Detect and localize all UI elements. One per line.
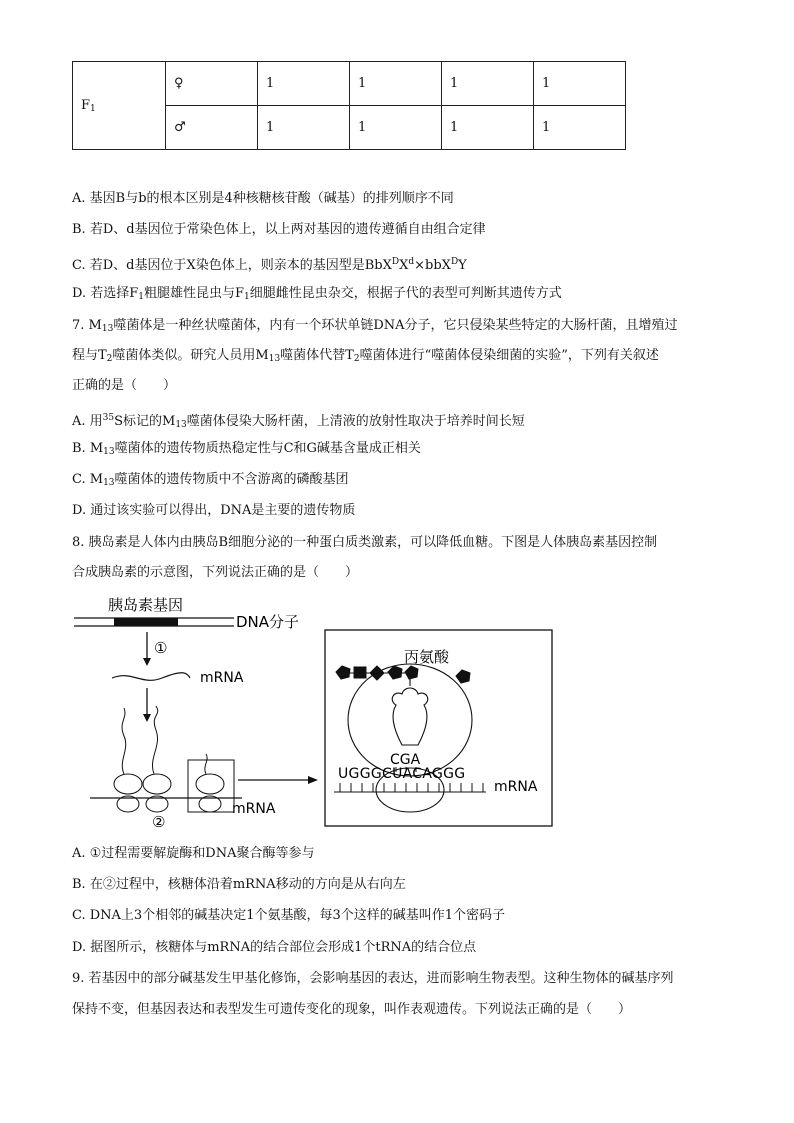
q8-option-d: D. 据图所示，核糖体与mRNA的结合部位会形成1个tRNA的结合位点: [72, 940, 477, 955]
q8-option-a: A. ①过程需要解旋酶和DNA聚合酶等参与: [72, 846, 315, 861]
table-cell: 1: [534, 62, 626, 106]
mrna-backbone: [334, 783, 486, 792]
zoom-arrow: [238, 776, 318, 784]
q6-option-d: D. 若选择$F_1$粗腿雄性昆虫与$F_1$细腿雌性昆虫杂交，根据子代的表型可判断其遗传方式: [72, 286, 562, 302]
q6-option-a: A. 基因B与b的根本区别是4种核糖核苷酸（碱基）的排列顺序不同: [72, 191, 454, 206]
q6-option-b: B. 若D、d基因位于常染色体上，以上两对基因的遗传遵循自由组合定律: [72, 222, 486, 237]
peptide-chain: [336, 666, 470, 683]
mrna-label: mRNA: [200, 670, 244, 686]
q7-option-d: D. 通过该实验可以得出，DNA是主要的遗传物质: [72, 503, 356, 518]
ribosome: [348, 664, 472, 812]
gene-label: 胰岛素基因: [108, 596, 184, 614]
q8-stem-line2: 合成胰岛素的示意图，下列说法正确的是（ ）: [72, 565, 359, 580]
mrna-label-3: mRNA: [494, 779, 538, 795]
step-2-marker: ②: [152, 813, 166, 831]
mrna-strand: [112, 673, 190, 681]
f1-row-label: $F_1$: [73, 62, 166, 150]
table-cell: 1: [258, 62, 350, 106]
table-cell: 1: [534, 106, 626, 150]
translation-arrow: [143, 688, 151, 722]
insulin-gene-diagram: [72, 590, 562, 835]
anticodon-label: CGA: [390, 752, 421, 768]
dna-label: DNA分子: [236, 613, 300, 631]
q7-stem-line3: 正确的是（ ）: [72, 378, 177, 393]
polysome: [90, 706, 242, 812]
q8-option-c: C. DNA上3个相邻的碱基决定1个氨基酸，每3个这样的碱基叫作1个密码子: [72, 908, 506, 923]
male-symbol: ♂: [166, 106, 258, 150]
q8-option-b: B. 在②过程中，核糖体沿着mRNA移动的方向是从右向左: [72, 877, 406, 892]
table-cell: 1: [350, 62, 442, 106]
f1-table: [72, 61, 626, 150]
female-symbol: ♀: [166, 62, 258, 106]
q7-option-a: A. 用$^{35}$S标记的$M_{13}$噬菌体侵染大肠杆菌，上清液的放射性取决于培养时间长短: [72, 413, 525, 430]
table-cell: 1: [442, 106, 534, 150]
q8-stem-line1: 8. 胰岛素是人体内由胰岛B细胞分泌的一种蛋白质类激素，可以降低血糖。下图是人体胰岛素基因控制: [72, 535, 658, 550]
q9-stem-line2: 保持不变，但基因表达和表型发生可遗传变化的现象，叫作表观遗传。下列说法正确的是（ ）: [72, 1002, 632, 1017]
table-cell: 1: [350, 106, 442, 150]
table-cell: 1: [258, 106, 350, 150]
dna-molecule: [74, 618, 234, 626]
alanine-label: 丙氨酸: [404, 648, 450, 666]
q7-option-b: B. $M_{13}$噬菌体的遗传物质热稳定性与C和G碱基含量成正相关: [72, 441, 421, 457]
step-1-marker: ①: [154, 639, 168, 657]
mrna-sequence: UGGGCUACAGGG: [338, 766, 466, 782]
table-cell: 1: [442, 62, 534, 106]
q6-option-c: C. 若D、d基因位于X染色体上，则亲本的基因型是$BbX^DX^d\times bbX^DY$: [72, 257, 467, 273]
q7-stem-line2: 程与$T_2$噬菌体类似。研究人员用$M_{13}$噬菌体代替$T_2$噬菌体进行“噬菌体侵染细菌的实验”，下列有关叙述: [72, 348, 659, 364]
q9-stem-line1: 9. 若基因中的部分碱基发生甲基化修饰，会影响基因的表达，进而影响生物表型。这种生物体的碱基序列: [72, 971, 674, 986]
q7-option-c: C. $M_{13}$噬菌体的遗传物质中不含游离的磷酸基团: [72, 472, 349, 488]
transcription-arrow: [143, 632, 151, 666]
mrna-label-2: mRNA: [232, 801, 276, 817]
q7-stem-line1: 7. $M_{13}$噬菌体是一种丝状噬菌体，内有一个环状单链DNA分子，它只侵染某些特定的大肠杆菌，且增殖过: [72, 318, 678, 334]
zoom-box: [188, 760, 234, 812]
